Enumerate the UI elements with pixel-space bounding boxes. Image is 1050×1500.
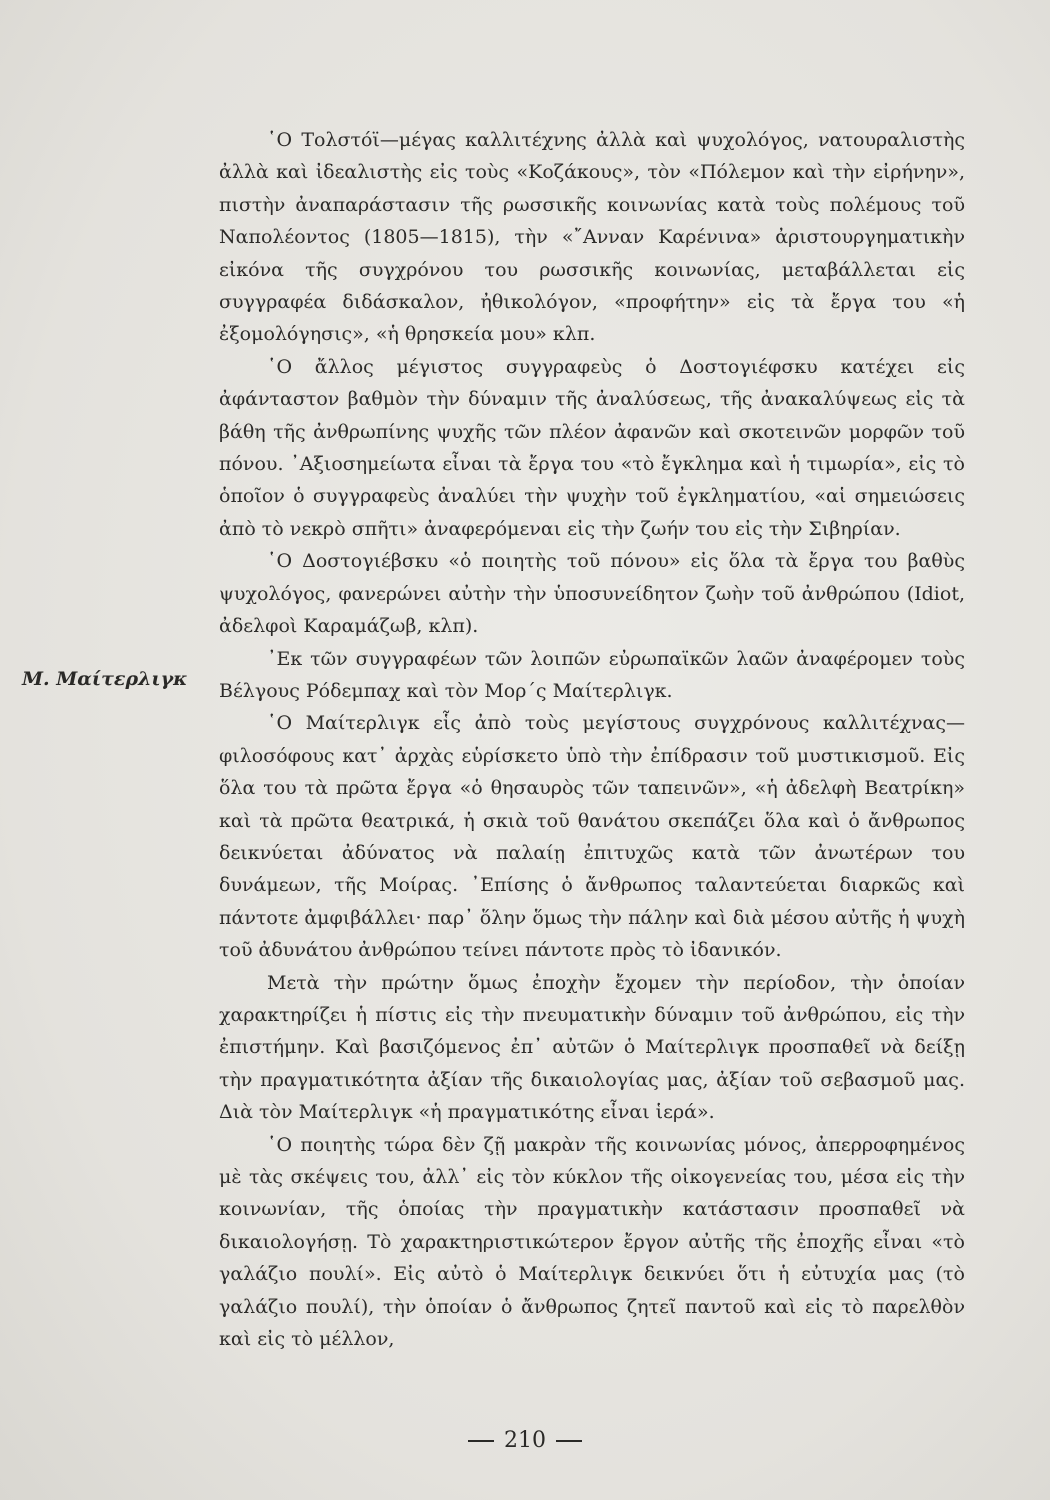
paragraph-7: ῾Ο ποιητὴς τώρα δὲν ζῇ μακρὰν τῆς κοινωνίας μόνος, ἀπερροφημένος μὲ τὰς σκέψεις του, ἀλλ᾿ εἰς τὸν κύκλον τῆς οἰκογενείας του, μέσα εἰς τὴν κοινωνίαν, τῆς ὁποίας τὴν πραγματικὴν κατάστασιν προσπαθεῖ νὰ δικαιολογήσῃ. Τὸ χαρακτηριστικώτερον ἔργον αὐτῆς τῆς ἐποχῆς εἶναι «τὸ γαλάζιο πουλί». Εἰς αὐτὸ ὁ Μαίτερλιγκ δεικνύει ὅτι ἡ εὐτυχία μας (τὸ γαλάζιο πουλί), τὴν ὁποίαν ὁ ἄνθρωπος ζητεῖ παντοῦ καὶ εἰς τὸ παρελθὸν καὶ εἰς τὸ μέλλον, — [219, 1133, 965, 1351]
page-number-footer — [0, 1428, 1050, 1453]
paragraph-5: ῾Ο Μαίτερλιγκ εἷς ἀπὸ τοὺς μεγίστους συγχρόνους καλλιτέχνας—φιλοσόφους κατ᾿ ἀρχὰς εὑρίσκετο ὑπὸ τὴν ἐπίδρασιν τοῦ μυστικισμοῦ. Εἰς ὅλα του τὰ πρῶτα ἔργα «ὁ θησαυρὸς τῶν ταπεινῶν», «ἡ ἀδελφὴ Βεατρίκη» καὶ τὰ πρῶτα θεατρικά, ἡ σκιὰ τοῦ θανάτου σκεπάζει ὅλα καὶ ὁ ἄνθρωπος δεικνύεται ἀδύνατος νὰ παλαίῃ ἐπιτυχῶς κατὰ τῶν ἀνωτέρων του δυνάμεων, τῆς Μοίρας. ᾿Επίσης ὁ ἄνθρωπος ταλαντεύεται διαρκῶς καὶ πάντοτε ἀμφιβάλλει· παρ᾿ ὅλην ὅμως τὴν πάλην καὶ διὰ μέσου αὐτῆς ἡ ψυχὴ τοῦ ἀδυνάτου ἀνθρώπου τείνει πάντοτε πρὸς τὸ ἰδανικόν. — [219, 712, 965, 962]
paragraph-1: ῾Ο Τολστόϊ—μέγας καλλιτέχνης ἀλλὰ καὶ ψυχολόγος, νατουραλιστὴς ἀλλὰ καὶ ἰδεαλιστὴς εἰς τοὺς «Κοζάκους», τὸν «Πόλεμον καὶ τὴν εἰρήνην», πιστὴν ἀναπαράστασιν τῆς ρωσσικῆς κοινωνίας κατὰ τοὺς πολέμους τοῦ Ναπολέοντος (1805—1815), τὴν «῎Ανναν Καρένινα» ἀριστουργηματικὴν εἰκόνα τῆς συγχρόνου του ρωσσικῆς κοινωνίας, μεταβάλλεται εἰς συγγραφέα διδάσκαλον, ἠθικολόγον, «προφήτην» εἰς τὰ ἔργα του «ἡ ἐξομολόγησις», «ἡ θρησκεία μου» κλπ. — [219, 129, 965, 346]
paragraph-6: Μετὰ τὴν πρώτην ὅμως ἐποχὴν ἔχομεν τὴν περίοδον, τὴν ὁποίαν χαρακτηρίζει ἡ πίστις εἰς τὴν πνευματικὴν δύναμιν τοῦ ἀνθρώπου, εἰς τὴν ἐπιστήμην. Καὶ βασιζόμενος ἐπ᾿ αὐτῶν ὁ Μαίτερλιγκ προσπαθεῖ νὰ δείξῃ τὴν πραγματικότητα ἀξίαν τῆς δικαιολογίας μας, ἀξίαν τοῦ σεβασμοῦ μας. Διὰ τὸν Μαίτερλιγκ «ἡ πραγματικότης εἶναι ἱερά». — [219, 971, 965, 1124]
paragraph-4: ᾿Εκ τῶν συγγραφέων τῶν λοιπῶν εὐρωπαϊκῶν λαῶν ἀναφέρομεν τοὺς Βέλγους Ρόδεμπαχ καὶ τὸν Μορ΄ς Μαίτερλιγκ. — [219, 647, 965, 702]
paragraph-2: ῾Ο ἄλλος μέγιστος συγγραφεὺς ὁ Δοστογιέφσκυ κατέχει εἰς ἀφάνταστον βαθμὸν τὴν δύναμιν τῆς ἀναλύσεως, τῆς ἀνακαλύψεως εἰς τὰ βάθη τῆς ἀνθρωπίνης ψυχῆς τῶν πλέον ἀφανῶν καὶ σκοτεινῶν μορφῶν τοῦ πόνου. ᾿Αξιοσημείωτα εἶναι τὰ ἔργα του «τὸ ἔγκλημα καὶ ἡ τιμωρία», εἰς τὸ ὁποῖον ὁ συγγραφεὺς ἀναλύει τὴν ψυχὴν τοῦ ἐγκληματίου, «αἱ σημειώσεις ἀπὸ τὸ νεκρὸ σπῆτι» ἀναφερόμεναι εἰς τὴν ζωήν του εἰς τὴν Σιβηρίαν. — [219, 355, 965, 540]
page-number: 210 — [504, 1428, 546, 1453]
left-dash — [468, 1440, 494, 1442]
right-dash — [556, 1440, 582, 1442]
paragraph-3: ῾Ο Δοστογιέβσκυ «ὁ ποιητὴς τοῦ πόνου» εἰς ὅλα τὰ ἔργα του βαθὺς ψυχολόγος, φανερώνει αὐτὴν τὴν ὑποσυνείδητον ζωὴν τοῦ ἀνθρώπου (Idiot, ἀδελφοὶ Καραμάζωβ, κλπ). — [219, 550, 965, 638]
margin-note: Μ. Μαίτερλιγκ — [22, 668, 188, 690]
body-text — [219, 124, 965, 1355]
